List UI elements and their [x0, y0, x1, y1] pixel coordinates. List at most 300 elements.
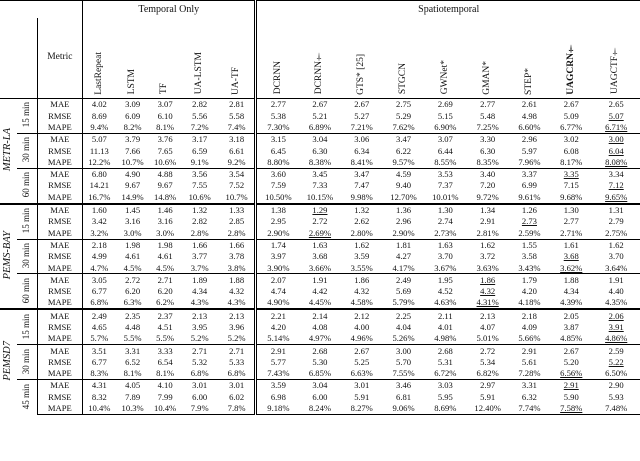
value-cell: 8.17% [560, 156, 583, 167]
value-cell: 3.18 [219, 133, 256, 145]
model-header-row [0, 18, 640, 99]
value-cell: 4.5% [156, 262, 175, 273]
value-cell: 9.40 [396, 180, 412, 191]
model-header-label: GTS* [25] [356, 53, 366, 95]
value-cell: 3.72 [480, 251, 496, 262]
value-cell: 6.80 [83, 168, 116, 180]
value-cell: 14.9% [121, 191, 144, 202]
value-cell: 6.02 [229, 391, 245, 402]
model-header-label: UAGCRN† [565, 42, 576, 95]
metric-label: RMSE [37, 322, 82, 333]
value-cell: 9.67 [125, 180, 141, 191]
value-cell: 2.67 [550, 345, 592, 357]
value-cell: 2.67 [341, 99, 383, 111]
value-cell: 2.71% [560, 227, 583, 238]
model-header-label: STEP* [523, 67, 534, 95]
value-cell: 1.55 [509, 239, 550, 251]
value-cell: 1.32 [181, 204, 219, 216]
value-cell: 2.81 [219, 99, 256, 111]
value-cell: 2.97 [467, 380, 509, 392]
value-cell: 5.95 [437, 391, 453, 402]
value-cell: 3.90% [256, 262, 299, 274]
value-cell: 6.30 [480, 145, 496, 156]
metric-label: MAE [37, 309, 82, 321]
value-cell: 10.7% [225, 191, 248, 202]
value-cell: 4.20 [256, 322, 299, 333]
value-cell: 2.67 [550, 99, 592, 111]
value-cell: 8.55% [434, 156, 457, 167]
horizon-label [17, 239, 38, 274]
value-cell: 5.31 [437, 356, 453, 367]
value-cell: 1.88 [550, 274, 592, 286]
value-cell: 5.93 [608, 391, 624, 402]
value-cell: 6.77% [560, 121, 583, 132]
table-row [0, 180, 640, 191]
value-cell: 3.97 [256, 251, 299, 262]
table-row [0, 191, 640, 203]
table-row [0, 156, 640, 168]
value-cell: 5.07 [83, 133, 116, 145]
model-header-label: GWNet* [439, 60, 450, 95]
value-cell: 1.46 [150, 204, 181, 216]
value-cell: 12.40% [467, 403, 509, 415]
value-cell: 10.3% [116, 403, 150, 415]
value-cell: 6.77 [83, 357, 116, 368]
metric-label: MAPE [37, 122, 82, 134]
metric-label: MAE [37, 345, 82, 357]
value-cell: 7.62% [392, 121, 415, 132]
value-cell: 1.38 [256, 204, 299, 216]
value-cell: 7.33 [312, 180, 328, 191]
value-cell: 4.09 [521, 321, 537, 332]
value-cell: 1.45 [116, 204, 150, 216]
value-cell: 2.07 [256, 274, 299, 286]
value-cell: 4.48 [125, 321, 141, 332]
table-row [0, 345, 640, 357]
value-cell: 4.10 [150, 380, 181, 392]
value-cell: 5.30 [312, 356, 328, 367]
value-cell: 3.01 [341, 380, 383, 392]
value-cell: 2.62 [354, 216, 370, 227]
value-cell: 3.55% [350, 262, 373, 273]
value-cell: 4.7% [83, 262, 116, 274]
temporal-group-header: Temporal Only [83, 1, 256, 19]
value-cell: 2.11 [424, 309, 466, 321]
value-cell: 5.69 [396, 286, 412, 297]
value-cell: 9.67 [157, 180, 173, 191]
model-header [424, 18, 466, 99]
value-cell: 5.38 [256, 110, 299, 121]
dataset-label [0, 309, 17, 414]
horizon-label [17, 345, 38, 380]
dataset-label [0, 99, 17, 204]
table-row [0, 168, 640, 180]
value-cell: 7.66 [125, 145, 141, 156]
value-cell: 2.82 [181, 99, 219, 111]
horizon-label [17, 133, 38, 168]
model-header [550, 18, 592, 99]
model-header-label: LSTM [126, 69, 137, 95]
value-cell: 1.60 [83, 204, 116, 216]
value-cell: 4.00 [354, 321, 370, 332]
value-cell: 1.30 [550, 204, 592, 216]
horizon-label [17, 204, 38, 239]
value-cell: 7.9% [181, 403, 219, 415]
spatiotemporal-group-header: Spatiotemporal [256, 1, 640, 19]
value-cell: 4.88 [150, 168, 181, 180]
model-header-label: TF [159, 83, 170, 95]
table-row [0, 204, 640, 216]
value-cell: 2.91 [550, 380, 592, 392]
value-cell: 2.72 [467, 345, 509, 357]
value-cell: 3.77 [192, 251, 208, 262]
value-cell: 5.27 [354, 110, 370, 121]
value-cell: 2.73 [521, 216, 537, 227]
dataset-label [0, 204, 17, 310]
value-cell: 4.63% [434, 297, 457, 308]
value-cell: 3.47 [383, 133, 424, 145]
value-cell: 4.85% [560, 333, 583, 344]
value-cell: 6.8% [227, 368, 246, 379]
horizon-label-text: 30 min [21, 242, 32, 269]
value-cell: 2.91 [256, 345, 299, 357]
value-cell: 5.21 [312, 110, 328, 121]
value-cell: 5.29 [396, 110, 412, 121]
value-cell: 4.17% [392, 262, 415, 273]
value-cell: 4.5% [123, 262, 142, 273]
metric-header: Metric [37, 18, 82, 99]
value-cell: 4.61 [125, 251, 141, 262]
value-cell: 10.50% [256, 191, 299, 203]
value-cell: 5.32 [192, 356, 208, 367]
value-cell: 7.74% [509, 403, 550, 415]
value-cell: 7.89 [125, 391, 141, 402]
value-cell: 8.38% [308, 156, 332, 167]
metric-label: MAE [37, 274, 82, 286]
value-cell: 2.96 [509, 133, 550, 145]
value-cell: 6.52 [125, 356, 141, 367]
value-cell: 6.2% [156, 297, 175, 308]
value-cell: 8.2% [123, 121, 142, 132]
value-cell: 2.8% [227, 227, 246, 238]
table-row [0, 239, 640, 251]
table-row [0, 251, 640, 262]
value-cell: 2.14 [299, 309, 340, 321]
model-header-label: DCRNN [272, 61, 283, 95]
value-cell: 7.21% [350, 121, 373, 132]
metric-label: MAPE [37, 368, 82, 380]
value-cell: 2.18 [83, 239, 116, 251]
value-cell: 2.69% [308, 227, 332, 238]
value-cell: 3.60 [256, 168, 299, 180]
header-blank [0, 18, 37, 99]
value-cell: 2.59 [592, 345, 640, 357]
horizon-label-text: 15 min [21, 313, 32, 339]
model-header [116, 18, 150, 99]
value-cell: 9.68% [560, 191, 583, 202]
value-cell: 8.1% [156, 121, 175, 132]
value-cell: 4.96% [350, 333, 373, 344]
value-cell: 5.2% [190, 333, 209, 344]
value-cell: 3.54 [219, 168, 256, 180]
model-header [83, 18, 116, 99]
value-cell: 7.20 [480, 180, 496, 191]
value-cell: 4.20 [521, 286, 537, 297]
value-cell: 7.65 [157, 145, 173, 156]
value-cell: 3.59 [256, 380, 299, 392]
value-cell: 8.1% [123, 368, 142, 379]
value-cell: 4.34 [563, 286, 579, 297]
value-cell: 6.00 [192, 391, 208, 402]
value-cell: 1.79 [509, 274, 550, 286]
value-cell: 3.67% [434, 262, 457, 273]
value-cell: 11.13 [83, 145, 116, 156]
value-cell: 3.31 [509, 380, 550, 392]
horizon-label [17, 309, 38, 344]
value-cell: 6.81 [396, 391, 412, 402]
value-cell: 3.43% [518, 262, 541, 273]
metric-label: MAE [37, 133, 82, 145]
horizon-label [17, 99, 38, 134]
dataset-label-text: METR-LA [2, 127, 13, 171]
value-cell: 5.7% [83, 333, 116, 345]
value-cell: 7.52 [229, 180, 245, 191]
value-cell: 3.45 [299, 168, 340, 180]
value-cell: 12.70% [390, 191, 417, 202]
value-cell: 3.00 [383, 345, 424, 357]
value-cell: 9.61% [518, 191, 541, 202]
table-row [0, 274, 640, 286]
value-cell: 6.90% [434, 121, 457, 132]
value-cell: 2.77 [467, 99, 509, 111]
value-cell: 5.66% [518, 333, 541, 344]
value-cell: 2.77 [563, 216, 579, 227]
value-cell: 10.15% [306, 191, 334, 202]
value-cell: 2.69 [424, 99, 466, 111]
value-cell: 4.45% [308, 297, 332, 308]
value-cell: 6.72% [434, 368, 457, 379]
value-cell: 3.58 [521, 251, 537, 262]
value-cell: 3.47 [341, 168, 383, 180]
value-cell: 1.86 [467, 274, 509, 286]
metric-label: RMSE [37, 251, 82, 262]
value-cell: 1.26 [509, 204, 550, 216]
metric-label: RMSE [37, 286, 82, 297]
horizon-label-text: 60 min [21, 172, 32, 198]
table-row [0, 380, 640, 392]
value-cell: 5.14% [256, 333, 299, 345]
value-cell: 3.0% [156, 227, 175, 238]
value-cell: 5.61 [521, 356, 537, 367]
value-cell: 8.27% [341, 403, 383, 415]
value-cell: 3.70 [608, 251, 624, 262]
metric-label: MAPE [37, 297, 82, 309]
value-cell: 3.68 [563, 251, 579, 262]
model-header [256, 18, 299, 99]
value-cell: 4.51 [157, 321, 173, 332]
value-cell: 3.66% [308, 262, 332, 273]
value-cell: 1.81 [383, 239, 424, 251]
value-cell: 1.91 [592, 274, 640, 286]
value-cell: 9.65% [605, 191, 628, 202]
value-cell: 3.46 [383, 380, 424, 392]
value-cell: 1.36 [383, 204, 424, 216]
value-cell: 2.8% [190, 227, 209, 238]
value-cell: 1.66 [219, 239, 256, 251]
value-cell: 7.2% [190, 121, 209, 132]
value-cell: 5.90 [563, 391, 579, 402]
metric-label: RMSE [37, 216, 82, 227]
metric-label: MAPE [37, 227, 82, 239]
value-cell: 4.27 [396, 251, 412, 262]
value-cell: 7.48% [592, 403, 640, 415]
model-header [150, 18, 181, 99]
horizon-label [17, 168, 38, 203]
value-cell: 3.78 [229, 251, 245, 262]
value-cell: 4.86% [605, 333, 628, 344]
value-cell: 2.74 [437, 216, 453, 227]
model-header-label: DCRNN† [314, 51, 325, 95]
value-cell: 4.97% [308, 333, 332, 344]
value-cell: 10.01% [432, 191, 459, 202]
value-cell: 6.82% [476, 368, 499, 379]
metric-label: RMSE [37, 357, 82, 368]
value-cell: 2.79 [608, 216, 624, 227]
table-row [0, 322, 640, 333]
table-row [0, 216, 640, 227]
value-cell: 2.06 [592, 309, 640, 321]
value-cell: 2.37 [150, 309, 181, 321]
table-row [0, 309, 640, 321]
value-cell: 3.68 [312, 251, 328, 262]
table-row [0, 333, 640, 345]
value-cell: 8.69% [424, 403, 466, 415]
value-cell: 5.22 [608, 356, 624, 367]
value-cell: 3.76 [150, 133, 181, 145]
table-row [0, 297, 640, 309]
value-cell: 2.75% [605, 227, 628, 238]
value-cell: 4.34 [192, 286, 208, 297]
value-cell: 8.35% [476, 156, 499, 167]
value-cell: 9.98% [350, 191, 373, 202]
value-cell: 5.77 [256, 357, 299, 368]
value-cell: 3.37 [509, 168, 550, 180]
value-cell: 5.20 [563, 356, 579, 367]
value-cell: 4.32 [229, 286, 245, 297]
value-cell: 4.90% [256, 297, 299, 309]
value-cell: 14.21 [83, 180, 116, 191]
value-cell: 5.91 [354, 391, 370, 402]
value-cell: 6.20 [125, 286, 141, 297]
value-cell: 14.8% [154, 191, 177, 202]
value-cell: 3.16 [157, 216, 173, 227]
metric-label: MAE [37, 380, 82, 392]
metric-label: MAE [37, 99, 82, 111]
value-cell: 9.18% [256, 403, 299, 415]
value-cell: 10.6% [154, 156, 177, 167]
value-cell: 7.8% [219, 403, 256, 415]
value-cell: 3.40 [467, 168, 509, 180]
value-cell: 4.18% [518, 297, 541, 308]
value-cell: 6.63% [350, 368, 373, 379]
value-cell: 3.04 [299, 380, 340, 392]
value-cell: 3.06 [341, 133, 383, 145]
model-header [592, 18, 640, 99]
value-cell: 3.64% [605, 262, 628, 273]
value-cell: 4.58% [350, 297, 373, 308]
value-cell: 2.96 [396, 216, 412, 227]
value-cell: 7.12 [608, 180, 624, 191]
value-cell: 2.75 [383, 99, 424, 111]
table-row [0, 122, 640, 134]
value-cell: 3.35 [550, 168, 592, 180]
value-cell: 6.71% [605, 121, 628, 132]
value-cell: 1.98 [150, 239, 181, 251]
value-cell: 9.57% [392, 156, 415, 167]
value-cell: 7.59 [256, 180, 299, 191]
value-cell: 7.55% [392, 368, 415, 379]
value-cell: 6.10 [157, 110, 173, 121]
value-cell: 3.53 [424, 168, 466, 180]
value-cell: 6.20 [157, 286, 173, 297]
value-cell: 4.3% [227, 297, 246, 308]
table-row [0, 391, 640, 402]
value-cell: 2.71 [181, 345, 219, 357]
value-cell: 1.33 [219, 204, 256, 216]
value-cell: 3.8% [227, 262, 246, 273]
value-cell: 2.65 [592, 99, 640, 111]
value-cell: 2.49 [83, 309, 116, 321]
value-cell: 6.8% [190, 368, 209, 379]
value-cell: 8.24% [299, 403, 340, 415]
table-row [0, 403, 640, 415]
value-cell: 1.29 [299, 204, 340, 216]
value-cell: 2.13 [219, 309, 256, 321]
value-cell: 1.61 [550, 239, 592, 251]
value-cell: 4.52 [437, 286, 453, 297]
value-cell: 1.63 [424, 239, 466, 251]
table-row [0, 227, 640, 239]
value-cell: 3.70 [437, 251, 453, 262]
value-cell: 9.06% [383, 403, 424, 415]
value-cell: 4.02 [83, 99, 116, 111]
value-cell: 3.16 [125, 216, 141, 227]
value-cell: 4.90 [116, 168, 150, 180]
value-cell: 7.99 [157, 391, 173, 402]
model-header-label: UAGCTF† [610, 46, 621, 95]
value-cell: 8.32 [83, 391, 116, 402]
value-cell: 5.56 [192, 110, 208, 121]
value-cell: 6.04 [608, 145, 624, 156]
value-cell: 4.04 [396, 321, 412, 332]
value-cell: 2.72 [312, 216, 328, 227]
value-cell: 2.68 [299, 345, 340, 357]
value-cell: 3.01 [219, 380, 256, 392]
value-cell: 4.74 [256, 286, 299, 297]
model-header [383, 18, 424, 99]
value-cell: 1.98 [116, 239, 150, 251]
value-cell: 5.07 [608, 110, 624, 121]
metric-label: RMSE [37, 110, 82, 121]
value-cell: 3.07 [150, 99, 181, 111]
value-cell: 1.63 [299, 239, 340, 251]
table-row [0, 357, 640, 368]
horizon-label [17, 274, 38, 309]
value-cell: 2.80% [350, 227, 373, 238]
metric-label: MAPE [37, 262, 82, 274]
table-row [0, 133, 640, 145]
value-cell: 4.61 [157, 251, 173, 262]
